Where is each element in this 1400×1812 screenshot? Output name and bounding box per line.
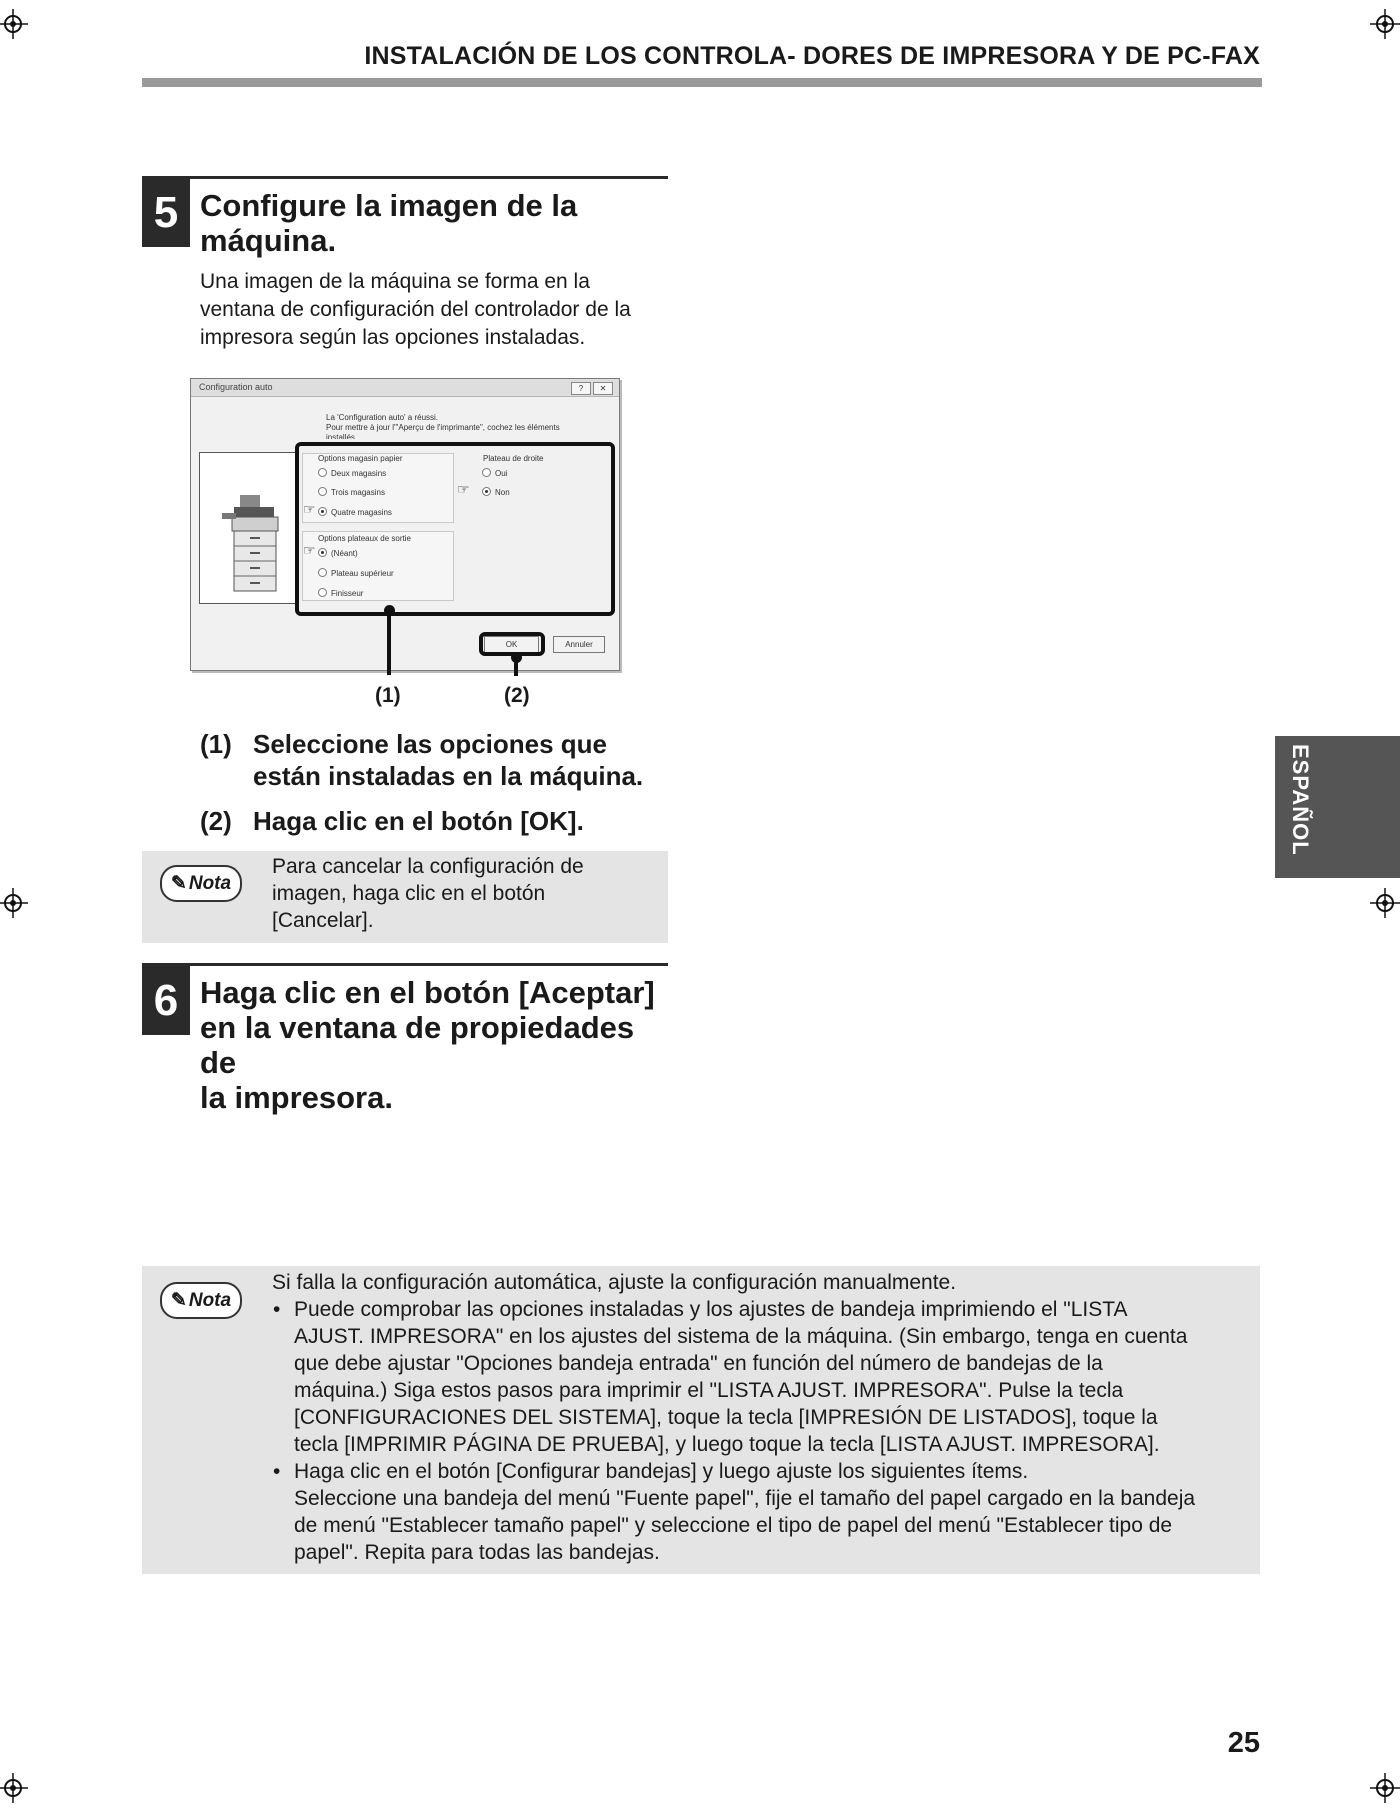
nota-badge: ✎ Nota <box>160 865 242 902</box>
option-quatre-magasins[interactable]: Quatre magasins <box>318 507 392 518</box>
group-label: Plateau de droite <box>483 454 544 463</box>
machine-preview-image <box>199 452 297 604</box>
option-plateau-superieur[interactable]: Plateau supérieur <box>318 568 394 579</box>
ok-button[interactable]: OK <box>484 636 539 653</box>
callout-1-dot <box>384 605 395 616</box>
option-finisseur[interactable]: Finisseur <box>318 588 363 599</box>
step-6-rule <box>142 963 668 966</box>
callout-2-dot <box>511 652 522 663</box>
substep-1: (1) Seleccione las opciones que están instaladas en la máquina. <box>200 729 644 791</box>
registration-mark-icon <box>1370 888 1400 918</box>
option-trois-magasins[interactable]: Trois magasins <box>318 487 385 498</box>
dialog-titlebar: Configuration auto <box>191 379 619 397</box>
bottom-note-text: Si falla la configuración automática, ajuste la configuración manualmente. • Puede comprobar las opciones instaladas y los ajustes de bandeja imprimiendo el "LISTA AJUST. IMPRESORA" en los ajustes del sistema de la máquina. (Sin embargo, tenga en cuenta que debe ajustar "Opciones bandeja entrada" en función del número de bandejas de la máquina.) Siga estos pasos para imprimir el "LISTA AJUST. IMPRESORA". Pulse la tecla [CONFIGURACIONES DEL SISTEMA], toque la tecla [IMPRESIÓN DE LISTADOS], toque la tecla [IMPRIMIR PÁGINA DE PRUEBA], y luego toque la tecla [LISTA AJUST. IMPRESORA]. • Haga clic en el botón [Configurar bandejas] y luego ajuste los siguientes ítems. Seleccione una bandeja del menú "Fuente papel", fije el tamaño del papel cargado en la bandeja de menú "Establecer tamaño papel" y seleccione el tipo de papel del menú "Establecer tipo de papel". Repita para todas las bandejas. <box>272 1269 1262 1566</box>
group-label: Options plateaux de sortie <box>318 534 411 543</box>
pencil-icon: ✎ <box>170 873 187 894</box>
help-icon[interactable]: ? <box>571 382 591 395</box>
option-oui[interactable]: Oui <box>482 468 507 479</box>
note-box <box>142 851 668 943</box>
option-deux-magasins[interactable]: Deux magasins <box>318 468 386 479</box>
options-highlight-frame <box>295 442 615 616</box>
language-side-tab: ESPAÑOL <box>1275 736 1400 878</box>
registration-mark-icon <box>1370 1773 1400 1803</box>
step-5-title: Configure la imagen de la máquina. <box>200 188 578 258</box>
step-5-number: 5 <box>142 179 190 247</box>
page-header-title: INSTALACIÓN DE LOS CONTROLA- DORES DE IMPRESORA Y DE PC-FAX <box>364 42 1260 70</box>
cancel-button[interactable]: Annuler <box>553 636 605 653</box>
pencil-icon: ✎ <box>170 1290 187 1311</box>
option-neant[interactable]: (Néant) <box>318 548 358 559</box>
page-number: 25 <box>1227 1727 1260 1759</box>
configuration-auto-dialog-screenshot <box>190 378 620 671</box>
registration-mark-icon <box>0 9 28 39</box>
list-item: • Puede comprobar las opciones instaladas y los ajustes de bandeja imprimiendo el "LISTA AJUST. IMPRESORA" en los ajustes del sistema de la máquina. (Sin embargo, tenga en cuenta que debe ajustar "Opciones bandeja entrada" en función del número de bandejas de la máquina.) Siga estos pasos para imprimir el "LISTA AJUST. IMPRESORA". Pulse la tecla [CONFIGURACIONES DEL SISTEMA], toque la tecla [IMPRESIÓN DE LISTADOS], toque la tecla [IMPRIMIR PÁGINA DE PRUEBA], y luego toque la tecla [LISTA AJUST. IMPRESORA]. <box>272 1296 1262 1458</box>
dialog-message: La 'Configuration auto' a réussi. Pour mettre à jour l'"Aperçu de l'imprimante", cochez les éléments installés. <box>326 413 560 439</box>
callout-1-label: (1) <box>375 684 401 707</box>
group-label: Options magasin papier <box>318 454 403 463</box>
list-item: • Haga clic en el botón [Configurar bandejas] y luego ajuste los siguientes ítems. Seleccione una bandeja del menú "Fuente papel", fije el tamaño del papel cargado en la bandeja de menú "Establecer tamaño papel" y seleccione el tipo de papel del menú "Establecer tipo de papel". Repita para todas las bandejas. <box>272 1458 1262 1566</box>
registration-mark-icon <box>0 888 28 918</box>
step-5-rule <box>142 176 668 179</box>
step-5-description: Una imagen de la máquina se forma en la ventana de configuración del controlador de la impresora según las opciones instaladas. <box>200 270 631 349</box>
printer-icon <box>200 453 296 603</box>
callout-1-line <box>387 611 391 675</box>
close-icon[interactable]: ✕ <box>593 382 613 395</box>
pointing-hand-icon: ☞ <box>457 481 470 497</box>
step-6-title: Haga clic en el botón [Aceptar] en la ventana de propiedades de la impresora. <box>200 975 655 1115</box>
option-non[interactable]: Non <box>482 487 510 498</box>
header-rule <box>142 78 1262 87</box>
callout-2-label: (2) <box>504 684 530 707</box>
registration-mark-icon <box>0 1773 28 1803</box>
step-6-number: 6 <box>142 966 190 1035</box>
bottom-note-box <box>142 1266 1260 1574</box>
pointing-hand-icon: ☞ <box>303 501 316 517</box>
note-text: Para cancelar la configuración de imagen, haga clic en el botón [Cancelar]. <box>272 855 584 932</box>
bottom-note-list <box>272 1296 1262 1566</box>
nota-badge: ✎ Nota <box>160 1282 242 1319</box>
pointing-hand-icon: ☞ <box>303 542 316 558</box>
registration-mark-icon <box>1370 9 1400 39</box>
substep-2: (2) Haga clic en el botón [OK]. <box>200 806 584 836</box>
